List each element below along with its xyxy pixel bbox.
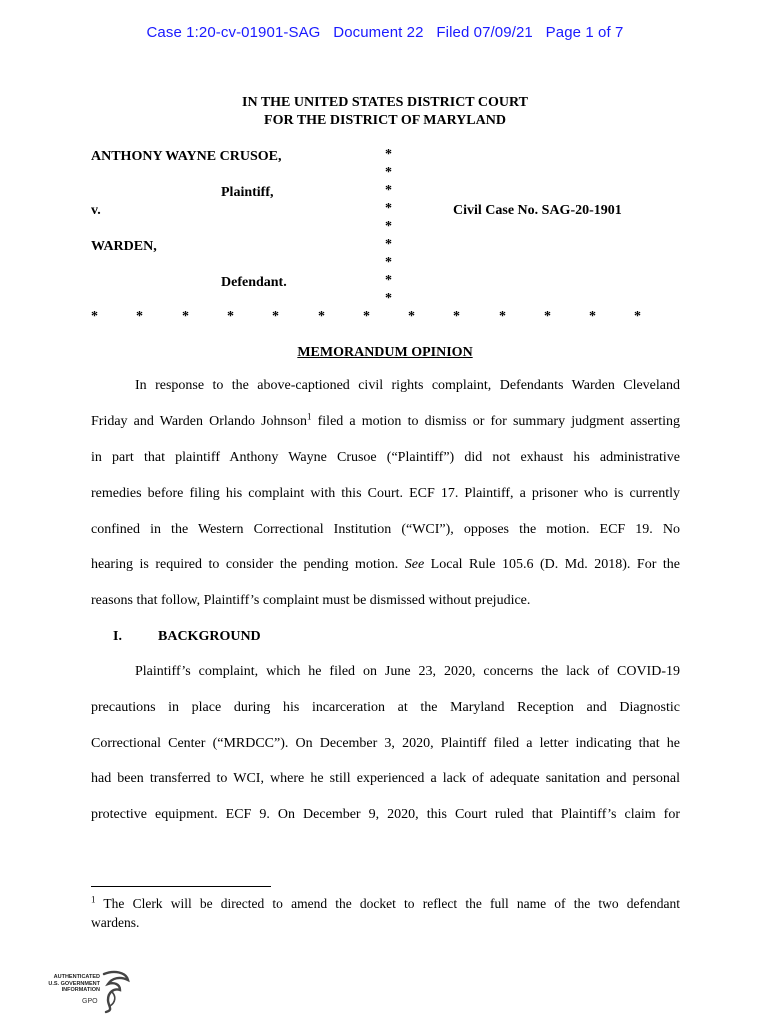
section-number: I. (113, 629, 122, 644)
text-run: filed a motion to dismiss or for summary judgment asserting (311, 414, 680, 429)
caption-star: * (136, 309, 143, 324)
plaintiff-name: ANTHONY WAYNE CRUSOE, (91, 149, 282, 164)
footnote-text: The Clerk will be directed to amend the docket to reflect the full name of the two defendant (95, 896, 680, 911)
eagle-icon (98, 968, 134, 1014)
logo-text-line: INFORMATION (61, 987, 100, 993)
caption-star: * (453, 309, 460, 324)
caption-star: * (385, 183, 392, 198)
section-heading: BACKGROUND (158, 629, 261, 644)
defendant-role: Defendant. (221, 275, 287, 290)
text-line (91, 411, 680, 430)
text-line (91, 557, 680, 573)
caption-star: * (499, 309, 506, 324)
versus: v. (91, 203, 101, 218)
caption-star: * (385, 255, 392, 270)
caption-star: * (589, 309, 596, 324)
text-line: protective equipment. ECF 9. On December 9, 2020, this Court ruled that Plaintiff’s claim for (91, 807, 680, 822)
text-line: In response to the above-captioned civil rights complaint, Defendants Warden Cleveland (135, 378, 680, 393)
caption-star: * (385, 291, 392, 306)
footnote-line (91, 896, 680, 912)
text-line: precautions in place during his incarceration at the Maryland Reception and Diagnostic (91, 700, 680, 715)
caption-star: * (91, 309, 98, 324)
logo-agency: GPO (82, 998, 98, 1005)
text-line: in part that plaintiff Anthony Wayne Crusoe (“Plaintiff”) did not exhaust his administrative (91, 450, 680, 465)
text-line: Plaintiff’s complaint, which he filed on June 23, 2020, concerns the lack of COVID-19 (135, 664, 680, 679)
footnote-line: wardens. (91, 915, 140, 930)
text-run: Local Rule 105.6 (D. Md. 2018). For the (424, 557, 680, 572)
caption-star: * (272, 309, 279, 324)
caption-star: * (182, 309, 189, 324)
caption-star: * (385, 147, 392, 162)
caption-star: * (227, 309, 234, 324)
caption-star: * (408, 309, 415, 324)
document-title: MEMORANDUM OPINION (297, 345, 473, 360)
caption-star: * (385, 165, 392, 180)
gpo-authentication-logo (40, 968, 140, 1016)
caption-star: * (385, 201, 392, 216)
caption-star: * (634, 309, 641, 324)
footnote-marker: 1 (91, 894, 96, 905)
defendant-name: WARDEN, (91, 239, 157, 254)
signal-italic: See (404, 557, 425, 572)
caption-star: * (385, 237, 392, 252)
caption-star: * (385, 219, 392, 234)
footnote-divider (91, 886, 271, 887)
logo-text (40, 974, 100, 994)
footnote-reference: 1 (307, 411, 312, 422)
caption-star: * (363, 309, 370, 324)
logo-text-line: AUTHENTICATED (53, 974, 100, 980)
text-line: confined in the Western Correctional Institution (“WCI”), opposes the motion. ECF 19. No (91, 522, 680, 537)
caption-star: * (544, 309, 551, 324)
caption-star: * (385, 273, 392, 288)
plaintiff-role: Plaintiff, (221, 185, 274, 200)
caption-star: * (318, 309, 325, 324)
text-line: had been transferred to WCI, where he still experienced a lack of adequate sanitation and personal (91, 771, 680, 786)
logo-text-line: U.S. GOVERNMENT (48, 980, 100, 987)
text-line: reasons that follow, Plaintiff’s complaint must be dismissed without prejudice. (91, 593, 531, 608)
text-line: Correctional Center (“MRDCC”). On December 3, 2020, Plaintiff filed a letter indicating that he (91, 736, 680, 751)
court-name-line1: IN THE UNITED STATES DISTRICT COURT (242, 95, 528, 110)
court-name-line2: FOR THE DISTRICT OF MARYLAND (264, 113, 506, 128)
text-line: remedies before filing his complaint with this Court. ECF 17. Plaintiff, a prisoner who is currently (91, 486, 680, 501)
case-header-stamp: Case 1:20-cv-01901-SAG Document 22 Filed 07/09/21 Page 1 of 7 (146, 24, 624, 41)
text-run: Friday and Warden Orlando Johnson (91, 414, 307, 429)
case-number: Civil Case No. SAG-20-1901 (453, 203, 622, 218)
text-run: hearing is required to consider the pending motion. (91, 557, 405, 572)
